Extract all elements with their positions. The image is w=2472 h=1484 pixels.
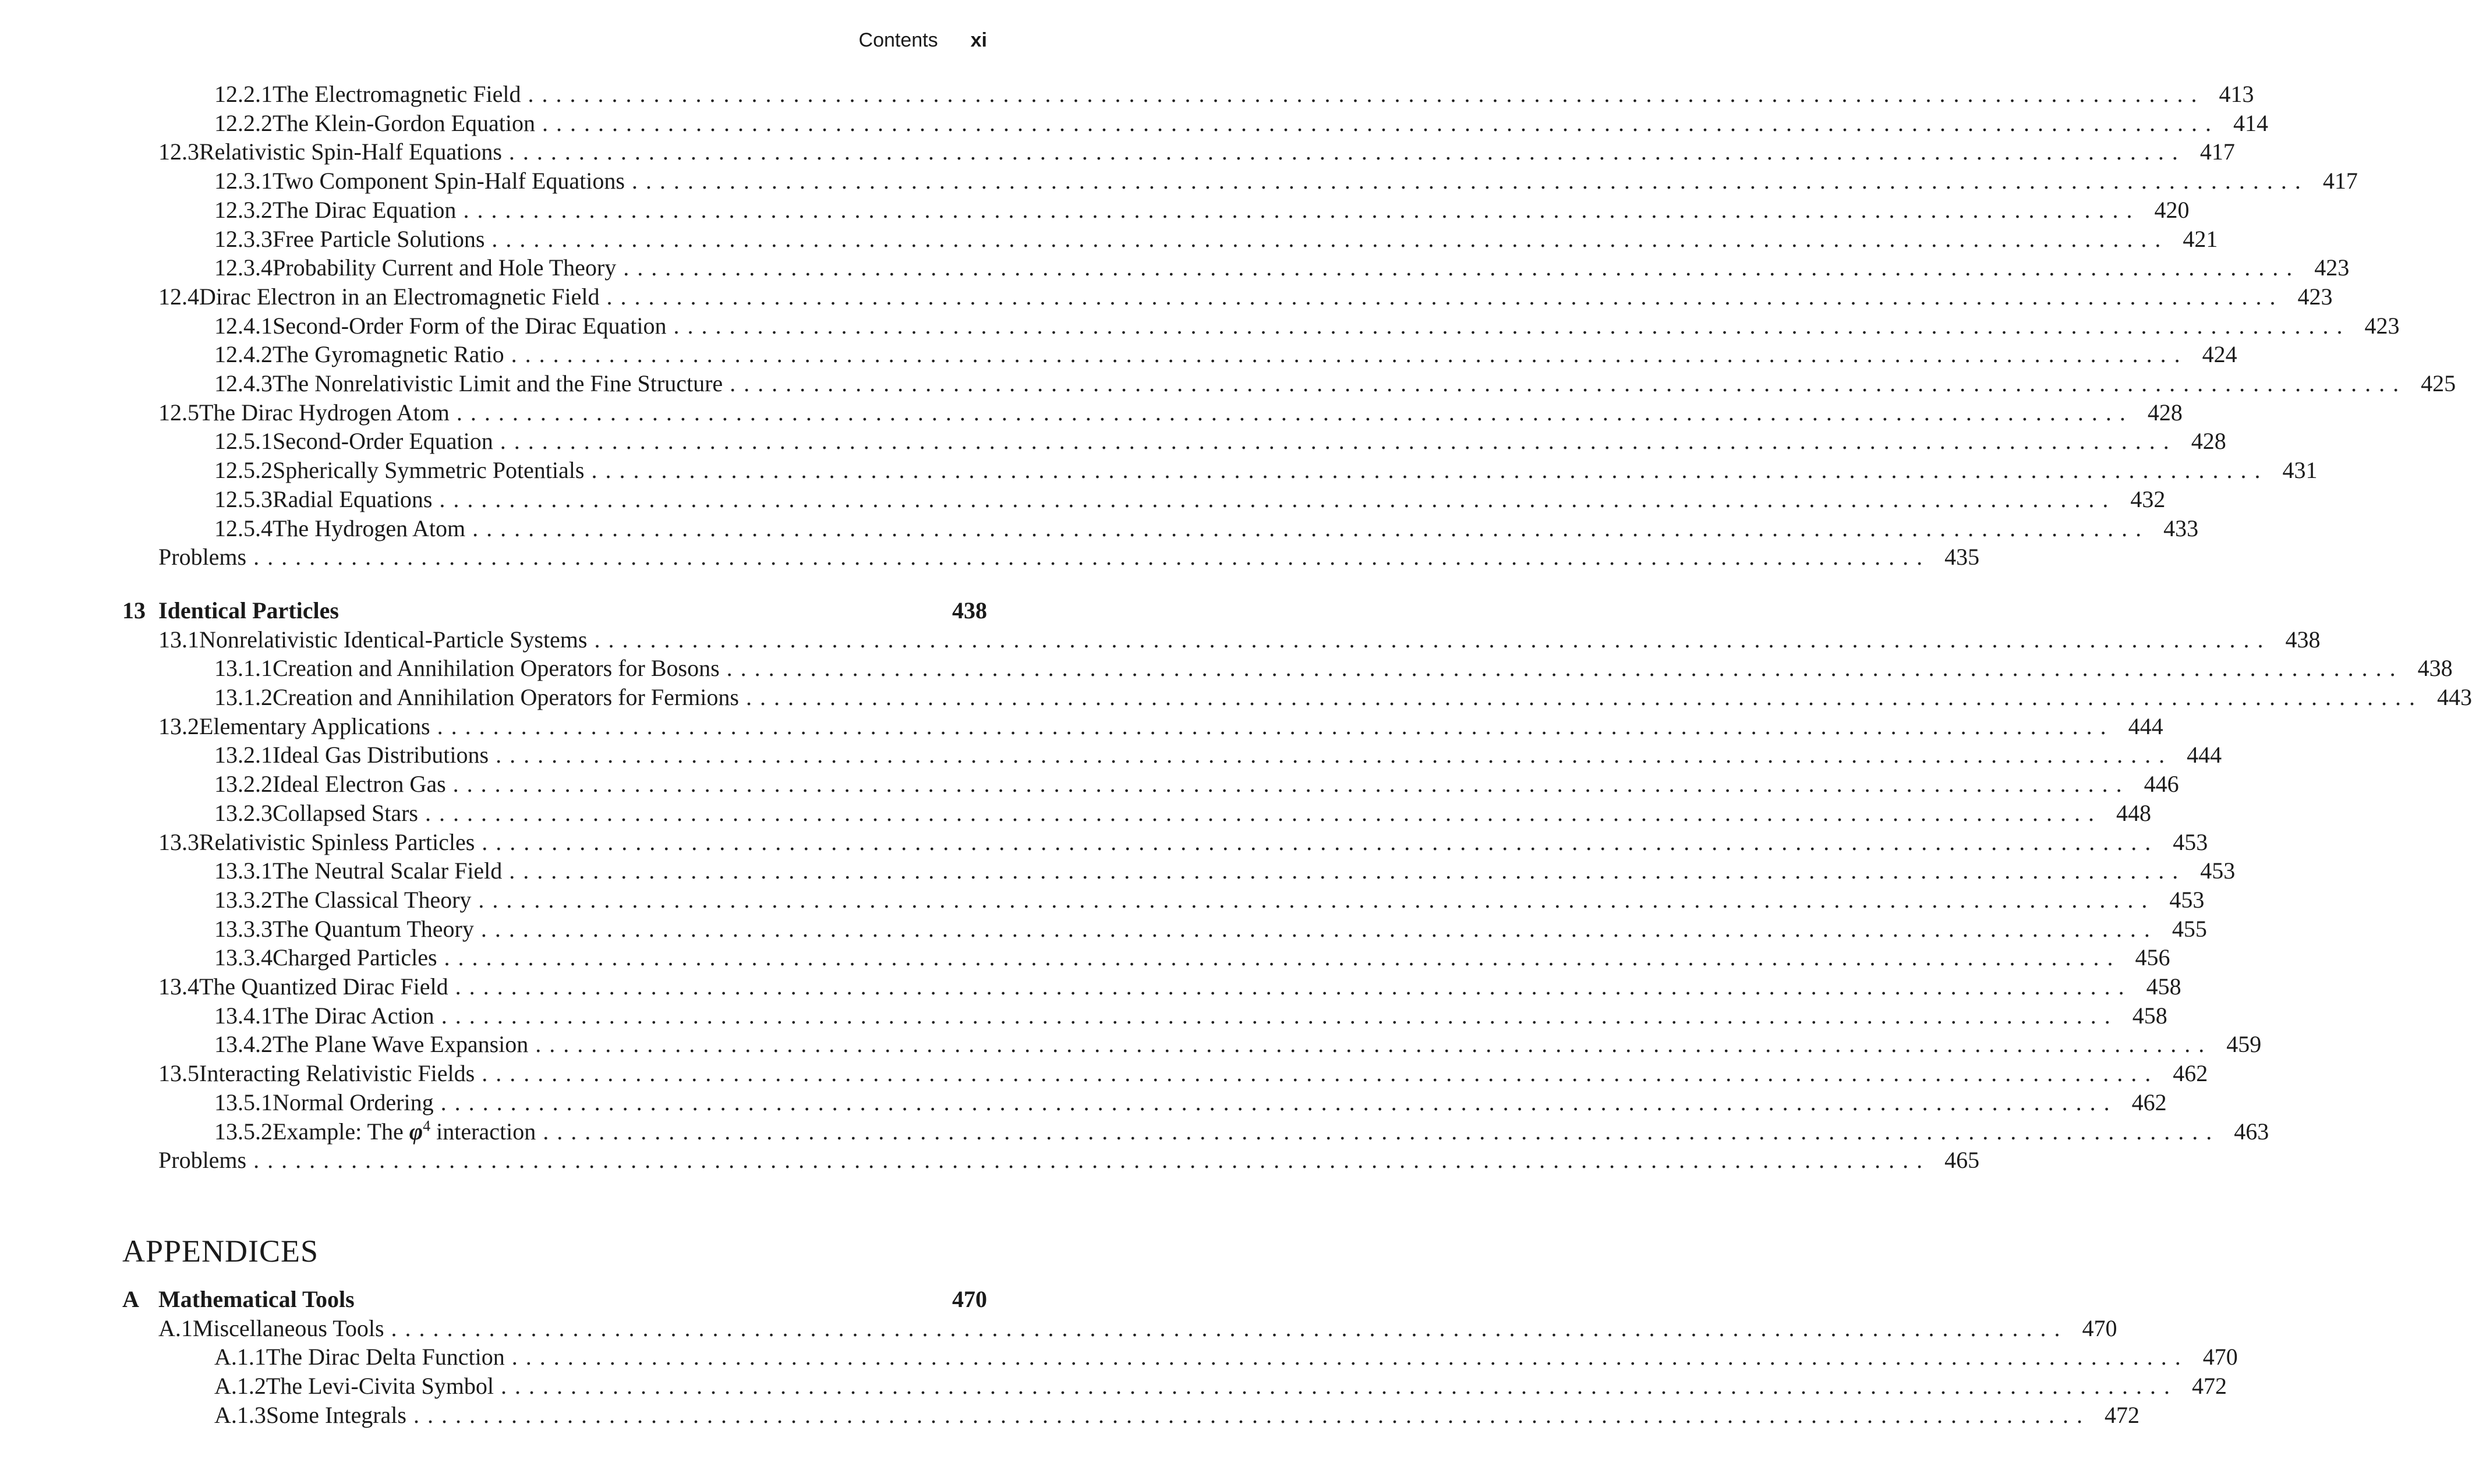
entry-title: Relativistic Spinless Particles <box>199 828 475 855</box>
entry-page-number: 465 <box>1944 1147 1980 1174</box>
entry-page-number: 453 <box>2169 886 2205 913</box>
toc-entry <box>0 881 2205 913</box>
dot-leader: ........................................................................................................................ <box>253 1147 1931 1174</box>
entry-page-number: 456 <box>2135 944 2170 971</box>
entry-title: The Dirac Equation <box>273 196 457 223</box>
entry-number: 12.3 <box>158 139 199 165</box>
entry-page-number: 458 <box>2132 1002 2167 1029</box>
entry-title: Elementary Applications <box>199 713 430 739</box>
entry-title: The Classical Theory <box>273 886 472 913</box>
dot-leader: ........................................................................................................................ <box>444 944 2121 971</box>
running-head-page-number: xi <box>970 29 987 51</box>
dot-leader: ........................................................................................................................ <box>591 457 2269 484</box>
entry-number: 13.4.2 <box>214 1031 273 1058</box>
toc-entry <box>0 766 2179 798</box>
entry-number: 12.3.1 <box>214 168 273 194</box>
entry-title: Relativistic Spin-Half Equations <box>199 139 502 165</box>
entry-number: 12.4.1 <box>214 312 273 339</box>
entry-page-number: 438 <box>2285 626 2321 653</box>
entry-number: 13.3 <box>158 828 199 855</box>
entry-title: Problems <box>158 544 247 571</box>
entry-page-number: 463 <box>2234 1118 2269 1145</box>
entry-title: The Klein-Gordon Equation <box>273 109 535 136</box>
entry-page-number: 428 <box>2191 428 2226 455</box>
entry-page-number: 453 <box>2200 858 2236 884</box>
entry-title: Free Particle Solutions <box>273 225 485 252</box>
entry-title: The Hydrogen Atom <box>273 515 466 541</box>
toc-entry <box>0 452 2318 484</box>
entry-title: The Dirac Action <box>273 1002 434 1029</box>
entry-title: Second-Order Form of the Dirac Equation <box>273 312 667 339</box>
entry-number: 13 <box>122 597 146 624</box>
entry-number: 12.3.2 <box>214 196 273 223</box>
dot-leader: ........................................................................................................................ <box>745 684 2423 710</box>
entry-title: Charged Particles <box>273 944 437 971</box>
dot-leader: ........................................................................................................................ <box>425 799 2102 826</box>
entry-page-number: 443 <box>2436 684 2472 710</box>
entry-number: 12.4.3 <box>214 370 273 396</box>
entry-page-number: 470 <box>952 1286 987 1312</box>
entry-number: A <box>122 1286 139 1312</box>
entry-number: 13.3.2 <box>214 886 273 913</box>
toc-entry <box>0 76 2254 107</box>
chapter-entry <box>0 592 987 622</box>
entry-number: 13.3.4 <box>214 944 273 971</box>
toc-entry <box>0 621 2321 653</box>
entry-title: The Dirac Delta Function <box>266 1344 505 1370</box>
dot-leader: ........................................................................................................................ <box>509 858 2187 884</box>
entry-number: 12.2.2 <box>214 109 273 136</box>
dot-leader: ........................................................................................................................ <box>508 139 2186 165</box>
entry-number: A.1 <box>158 1315 193 1341</box>
entry-page-number: 459 <box>2226 1031 2262 1058</box>
dot-leader: ........................................................................................................................ <box>528 81 2205 107</box>
entry-title: Dirac Electron in an Electromagnetic Field <box>199 283 600 310</box>
entry-page-number: 444 <box>2187 742 2222 768</box>
toc-entry <box>0 539 1980 571</box>
toc-entry <box>0 133 2235 165</box>
toc-entry <box>0 824 2208 855</box>
toc-entry <box>0 911 2207 942</box>
entry-title: Nonrelativistic Identical-Particle Systems <box>199 626 588 653</box>
entry-title: Some Integrals <box>266 1401 406 1428</box>
entry-page-number: 438 <box>952 597 987 624</box>
entry-title: Ideal Electron Gas <box>273 771 446 798</box>
dot-leader: ........................................................................................................................ <box>472 515 2150 541</box>
entry-page-number: 438 <box>2417 655 2453 682</box>
entry-title: The Gyromagnetic Ratio <box>273 341 504 368</box>
entry-title: The Quantum Theory <box>273 915 474 942</box>
entry-number: 13.5.2 <box>214 1118 273 1145</box>
toc-entry <box>0 1113 2269 1145</box>
entry-title: Identical Particles <box>158 597 339 624</box>
dot-leader: ........................................................................................................................ <box>623 254 2301 281</box>
entry-number: 13.3.3 <box>214 915 273 942</box>
entry-number: 13.1 <box>158 626 199 653</box>
toc-entry <box>0 1310 2117 1341</box>
entry-page-number: 472 <box>2191 1373 2227 1400</box>
toc-entry <box>0 852 2236 884</box>
toc-entry <box>0 736 2222 768</box>
entry-number: 12.5 <box>158 399 199 426</box>
entry-title: The Plane Wave Expansion <box>273 1031 529 1058</box>
dot-leader: ........................................................................................................................ <box>543 1118 2220 1145</box>
toc-entry <box>0 307 2400 339</box>
entry-number: 12.5.3 <box>214 486 273 512</box>
entry-page-number: 444 <box>2128 713 2163 739</box>
entry-page-number: 455 <box>2172 915 2207 942</box>
entry-page-number: 414 <box>2233 109 2268 136</box>
toc-entry <box>0 278 2333 310</box>
toc-entry <box>0 1142 1980 1174</box>
entry-title: Probability Current and Hole Theory <box>273 254 617 281</box>
entry-page-number: 424 <box>2202 341 2237 368</box>
toc-entry <box>0 249 2350 281</box>
entry-page-number: 435 <box>1944 544 1980 571</box>
dot-leader: ........................................................................................................................ <box>437 713 2114 739</box>
dot-leader: ........................................................................................................................ <box>496 742 2173 768</box>
entry-number: 13.2.3 <box>214 799 273 826</box>
entry-title: Creation and Annihilation Operators for Fermions <box>273 684 739 710</box>
entry-page-number: 433 <box>2163 515 2199 541</box>
toc-entry <box>0 679 2472 710</box>
toc-entry <box>0 394 2183 426</box>
entry-title: Miscellaneous Tools <box>192 1315 384 1341</box>
entry-number: 13.2 <box>158 713 199 739</box>
running-head <box>859 29 987 52</box>
toc-entry <box>0 795 2151 826</box>
toc-entry <box>0 1397 2139 1428</box>
entry-number: 13.5 <box>158 1060 199 1087</box>
dot-leader: ........................................................................................................................ <box>726 655 2404 682</box>
entry-page-number: 453 <box>2173 828 2208 855</box>
entry-page-number: 428 <box>2147 399 2183 426</box>
entry-title: Radial Equations <box>273 486 433 512</box>
toc-entry <box>0 650 2453 682</box>
dot-leader: ........................................................................................................................ <box>456 399 2134 426</box>
dot-leader: ........................................................................................................................ <box>594 626 2272 653</box>
dot-leader: ........................................................................................................................ <box>482 828 2159 855</box>
toc-entry <box>0 336 2237 368</box>
toc-entry <box>0 221 2218 252</box>
entry-title: Example: The $\varphi^4$ interaction <box>273 1117 536 1145</box>
entry-number: 13.1.1 <box>214 655 273 682</box>
dot-leader: ........................................................................................................................ <box>413 1401 2091 1428</box>
dot-leader: ........................................................................................................................ <box>730 370 2407 396</box>
entry-title: The Electromagnetic Field <box>273 81 521 107</box>
toc-entry <box>0 1055 2208 1087</box>
entry-title: The Quantized Dirac Field <box>199 973 448 1000</box>
dot-leader: ........................................................................................................................ <box>511 1344 2189 1370</box>
dot-leader: ........................................................................................................................ <box>253 544 1931 571</box>
entry-page-number: 470 <box>2202 1344 2238 1370</box>
dot-leader: ........................................................................................................................ <box>440 1089 2118 1115</box>
dot-leader: ........................................................................................................................ <box>491 225 2169 252</box>
entry-page-number: 417 <box>2322 168 2358 194</box>
entry-page-number: 448 <box>2116 799 2151 826</box>
toc-entry <box>0 997 2167 1029</box>
entry-number: 12.4 <box>158 283 199 310</box>
entry-number: 13.3.1 <box>214 858 273 884</box>
entry-title: Normal Ordering <box>273 1089 434 1115</box>
dot-leader: ........................................................................................................................ <box>482 1060 2159 1087</box>
entry-page-number: 423 <box>2364 312 2400 339</box>
entry-number: 12.5.2 <box>214 457 273 484</box>
toc-entry <box>0 481 2166 512</box>
dot-leader: ........................................................................................................................ <box>511 341 2188 368</box>
entry-number: A.1.1 <box>214 1344 266 1370</box>
toc-entry <box>0 510 2199 541</box>
dot-leader: ........................................................................................................................ <box>631 168 2309 194</box>
dot-leader: ........................................................................................................................ <box>441 1002 2119 1029</box>
dot-leader: ........................................................................................................................ <box>500 428 2177 455</box>
entry-page-number: 425 <box>2421 370 2456 396</box>
entry-number: 12.3.4 <box>214 254 273 281</box>
entry-number: 13.2.1 <box>214 742 273 768</box>
entry-number: A.1.2 <box>214 1373 266 1400</box>
toc-entry <box>0 1368 2227 1400</box>
toc-entry <box>0 939 2170 971</box>
entry-title: The Levi-Civita Symbol <box>266 1373 494 1400</box>
entry-page-number: 423 <box>2297 283 2333 310</box>
entry-page-number: 421 <box>2183 225 2218 252</box>
entry-number: 13.2.2 <box>214 771 273 798</box>
entry-number: 13.5.1 <box>214 1089 273 1115</box>
dot-leader: ........................................................................................................................ <box>463 196 2141 223</box>
entry-title: Two Component Spin-Half Equations <box>273 168 625 194</box>
entry-number: 12.2.1 <box>214 81 273 107</box>
dot-leader: ........................................................................................................................ <box>478 886 2156 913</box>
dot-leader: ........................................................................................................................ <box>455 973 2133 1000</box>
toc-entry <box>0 192 2190 223</box>
entry-title: Second-Order Equation <box>273 428 493 455</box>
toc-entry <box>0 423 2226 455</box>
entry-page-number: 431 <box>2282 457 2318 484</box>
entry-title: The Nonrelativistic Limit and the Fine Structure <box>273 370 723 396</box>
entry-number: 12.3.3 <box>214 225 273 252</box>
dot-leader: ........................................................................................................................ <box>606 283 2284 310</box>
dot-leader: ........................................................................................................................ <box>542 109 2219 136</box>
toc-entry <box>0 1338 2238 1370</box>
entry-page-number: 432 <box>2130 486 2166 512</box>
toc-entry <box>0 105 2268 136</box>
entry-title: Problems <box>158 1147 247 1174</box>
entry-number: 13.1.2 <box>214 684 273 710</box>
chapter-entry <box>0 1281 987 1311</box>
dot-leader: ........................................................................................................................ <box>391 1315 2068 1341</box>
entry-page-number: 458 <box>2146 973 2181 1000</box>
entry-page-number: 446 <box>2144 771 2179 798</box>
entry-page-number: 462 <box>2173 1060 2208 1087</box>
entry-page-number: 472 <box>2104 1401 2139 1428</box>
entry-page-number: 417 <box>2199 139 2235 165</box>
entry-title: Creation and Annihilation Operators for Bosons <box>273 655 720 682</box>
dot-leader: ........................................................................................................................ <box>500 1373 2178 1400</box>
toc-entry <box>0 162 2358 194</box>
entry-number: A.1.3 <box>214 1401 266 1428</box>
entry-title: Mathematical Tools <box>158 1286 355 1312</box>
entry-page-number: 423 <box>2314 254 2350 281</box>
dot-leader: ........................................................................................................................ <box>480 915 2158 942</box>
entry-title: Collapsed Stars <box>273 799 418 826</box>
entry-title: Ideal Gas Distributions <box>273 742 489 768</box>
running-head-label: Contents <box>858 29 938 51</box>
entry-page-number: 470 <box>2082 1315 2117 1341</box>
dot-leader: ........................................................................................................................ <box>535 1031 2213 1058</box>
appendices-heading: APPENDICES <box>122 1234 319 1269</box>
toc-entry <box>0 1084 2167 1115</box>
entry-number: 12.4.2 <box>214 341 273 368</box>
entry-number: 13.4 <box>158 973 199 1000</box>
entry-page-number: 420 <box>2154 196 2190 223</box>
dot-leader: ........................................................................................................................ <box>439 486 2117 512</box>
entry-page-number: 462 <box>2131 1089 2167 1115</box>
dot-leader: ........................................................................................................................ <box>673 312 2351 339</box>
entry-page-number: 413 <box>2219 81 2254 107</box>
toc-entry <box>0 968 2181 1000</box>
entry-number: 12.5.1 <box>214 428 273 455</box>
entry-title: Interacting Relativistic Fields <box>199 1060 475 1087</box>
entry-title: The Dirac Hydrogen Atom <box>199 399 450 426</box>
entry-title: The Neutral Scalar Field <box>273 858 503 884</box>
toc-entry <box>0 365 2456 396</box>
dot-leader: ........................................................................................................................ <box>452 771 2130 798</box>
entry-number: 13.4.1 <box>214 1002 273 1029</box>
toc-entry <box>0 708 2163 739</box>
entry-number: 12.5.4 <box>214 515 273 541</box>
entry-title: Spherically Symmetric Potentials <box>273 457 585 484</box>
toc-entry <box>0 1026 2262 1058</box>
